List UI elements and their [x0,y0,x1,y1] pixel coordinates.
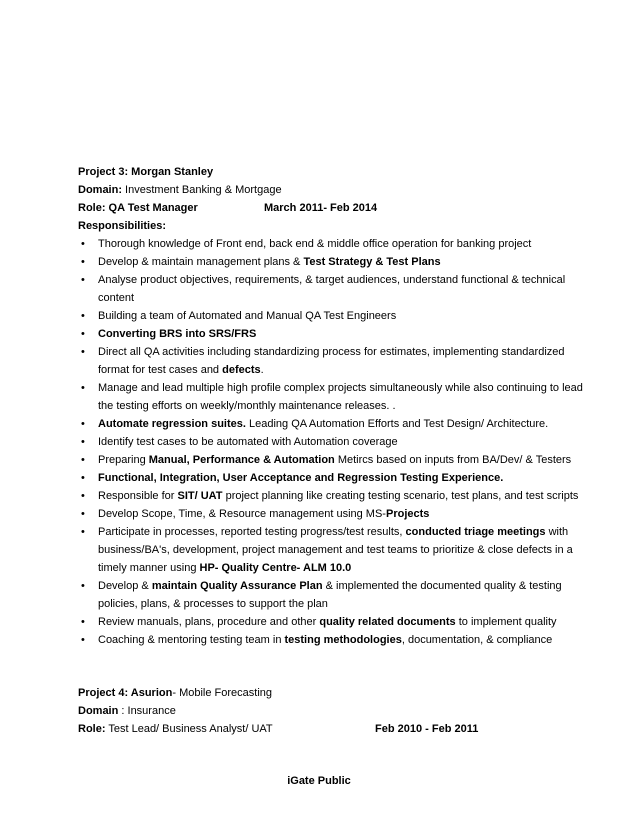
bullet-marker: • [81,274,85,286]
bullet-marker: • [81,418,85,430]
responsibility-text-bold: Projects [385,508,430,520]
responsibility-item-line [98,579,562,593]
responsibility-text-bold: Converting BRS into SRS/FRS [98,328,257,340]
responsibility-text: Leading QA Automation Efforts and Test Design/ Architecture. [245,418,549,430]
bullet-marker: • [81,238,85,250]
responsibility-text-bold: SIT/ UAT [177,490,223,502]
responsibility-text-bold: Test Strategy & Test Plans [303,256,441,268]
responsibility-item-line [98,633,552,647]
responsibility-item-line [98,237,531,251]
project3-role-dates: March 2011- Feb 2014 [264,202,378,214]
project3-title: Project 3: Morgan Stanley [78,166,214,178]
bullet-marker: • [81,382,85,394]
bullet-marker: • [81,472,85,484]
responsibility-text: Building a team of Automated and Manual QA Test Engineers [98,310,397,322]
responsibility-text: Metircs based on inputs from BA/Dev/ & Testers [334,454,572,466]
responsibility-text: with [545,526,569,538]
responsibility-item-line [98,381,583,395]
project4-domain-label: Domain [78,705,119,717]
responsibility-text-bold: Manual, Performance & Automation [148,454,335,466]
responsibility-item-line [98,417,548,431]
project3-domain [78,183,282,197]
responsibility-item-line [98,489,578,503]
responsibility-text-bold: testing methodologies [284,634,402,646]
project3-domain-label: Domain: [78,184,122,196]
responsibility-text: Thorough knowledge of Front end, back end & middle office operation for banking project [98,238,532,250]
responsibility-item-line [98,327,256,341]
responsibility-item-line [98,345,565,359]
responsibility-text: business/BA's, development, project management and test teams to prioritize & close defects in a [98,544,573,556]
responsibility-text: Responsible for [98,490,178,502]
responsibility-text: & implemented the documented quality & testing [322,580,562,592]
responsibility-item-line [98,309,396,323]
responsibility-text: Preparing [98,454,149,466]
responsibility-text: Participate in processes, reported testing progress/test results, [98,526,406,538]
responsibility-text: content [98,292,135,304]
responsibility-item-line [98,399,396,413]
responsibility-text: project planning like creating testing scenario, test plans, and test scripts [222,490,579,502]
responsibility-text: the testing efforts on weekly/monthly maintenance releases. . [98,400,396,412]
responsibility-text: . [260,364,264,376]
responsibility-item-line [98,597,328,611]
responsibility-item-line [98,453,571,467]
bullet-marker: • [81,436,85,448]
responsibility-text-bold: Functional, Integration, User Acceptance and Regression Testing Experience. [98,472,504,484]
bullet-marker: • [81,508,85,520]
responsibility-item-line [98,255,441,269]
project3-role: Role: QA Test Manager [78,202,198,214]
project4-title [78,686,272,700]
responsibility-item-line [98,291,134,305]
responsibility-item-line [98,525,568,539]
responsibility-text-bold: Automate regression suites. [98,418,246,430]
project4-role-value: Test Lead/ Business Analyst/ UAT [105,723,273,735]
responsibility-text: Develop & [98,580,152,592]
bullet-marker: • [81,454,85,466]
responsibility-text: Review manuals, plans, procedure and other [98,616,320,628]
responsibility-item-line [98,561,351,575]
responsibility-text: Coaching & mentoring testing team in [98,634,285,646]
responsibility-text: format for test cases and [98,364,223,376]
footer-classification: iGate Public [287,775,351,787]
bullet-marker: • [81,490,85,502]
bullet-marker: • [81,256,85,268]
responsibility-text: Develop Scope, Time, & Resource management using MS- [98,508,386,520]
bullet-marker: • [81,328,85,340]
bullet-marker: • [81,634,85,646]
project4-role-label: Role: [78,723,106,735]
project4-title-bold: Project 4: Asurion [78,687,173,699]
responsibility-text-bold: HP- Quality Centre- ALM 10.0 [199,562,352,574]
responsibility-text: Identify test cases to be automated with Automation coverage [98,436,398,448]
bullet-marker: • [81,346,85,358]
responsibility-item-line [98,471,503,485]
responsibility-text: , documentation, & compliance [401,634,553,646]
responsibility-text: Analyse product objectives, requirements, & target audiences, understand functional & technical [98,274,566,286]
project3-domain-value: Investment Banking & Mortgage [122,184,282,196]
responsibility-text: timely manner using [98,562,200,574]
responsibility-text-bold: quality related documents [319,616,456,628]
responsibility-text-bold: defects [222,364,261,376]
project3-responsibilities-label: Responsibilities: [78,220,167,232]
project4-role [78,722,273,736]
responsibility-text: Manage and lead multiple high profile complex projects simultaneously while also continuing to lead [98,382,583,394]
project4-title-rest: - Mobile Forecasting [172,687,272,699]
responsibility-text-bold: conducted triage meetings [405,526,546,538]
project4-role-dates: Feb 2010 - Feb 2011 [375,723,479,735]
bullet-marker: • [81,526,85,538]
project4-domain [78,704,176,718]
responsibility-item-line [98,273,565,287]
project4-domain-value: : Insurance [118,705,176,717]
responsibility-text-bold: maintain Quality Assurance Plan [151,580,323,592]
responsibility-text: Direct all QA activities including standardizing process for estimates, implementing standardized [98,346,565,358]
responsibility-text: Develop & maintain management plans & [98,256,304,268]
responsibility-item-line [98,615,557,629]
responsibility-item-line [98,435,398,449]
responsibility-item-line [98,543,573,557]
bullet-marker: • [81,580,85,592]
responsibility-item-line [98,507,429,521]
responsibility-text: to implement quality [455,616,557,628]
responsibility-text: policies, plans, & processes to support the plan [98,598,328,610]
bullet-marker: • [81,616,85,628]
responsibility-item-line [98,363,264,377]
bullet-marker: • [81,310,85,322]
